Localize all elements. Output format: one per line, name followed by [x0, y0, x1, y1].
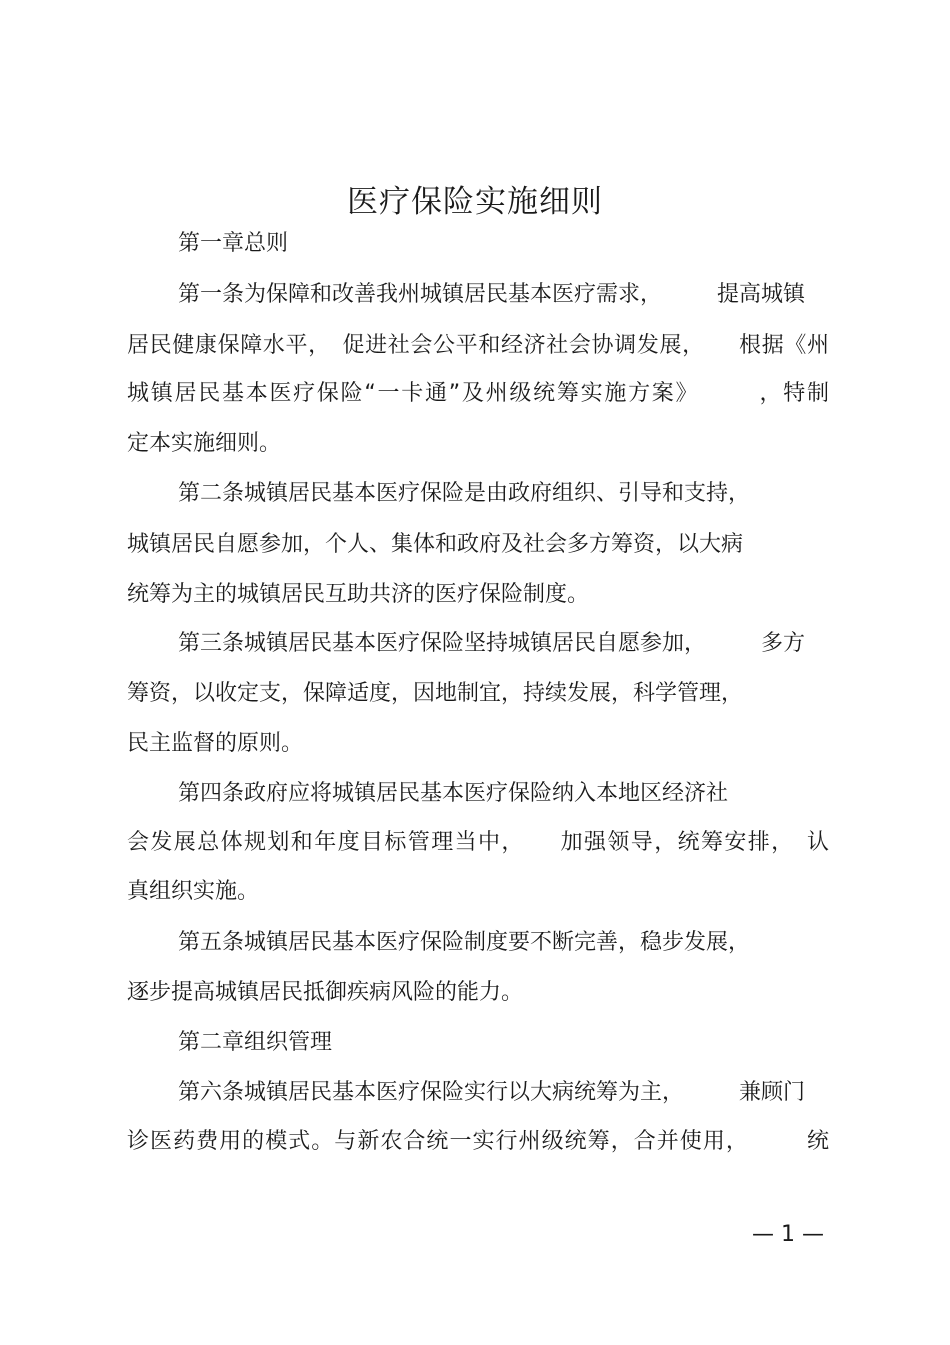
article-5-line-1: 第五条城镇居民基本医疗保险制度要不断完善，稳步发展， [178, 930, 751, 955]
article-1-line-2: 居民健康保障水平， 促进社会公平和经济社会协调发展， 根据《州 [127, 333, 829, 358]
article-6-line-2: 诊医药费用的模式。与新农合统一实行州级统筹，合并使用， 统 [127, 1129, 829, 1154]
article-2-line-3: 统筹为主的城镇居民互助共济的医疗保险制度。 [127, 582, 590, 607]
article-3-line-1: 第三条城镇居民基本医疗保险坚持城镇居民自愿参加， 多方 [178, 631, 806, 656]
article-2-line-2: 城镇居民自愿参加，个人、集体和政府及社会多方筹资，以大病 [127, 532, 744, 557]
article-4-line-1: 第四条政府应将城镇居民基本医疗保险纳入本地区经济社 [178, 781, 729, 806]
article-4-line-3: 真组织实施。 [127, 879, 260, 904]
article-3-line-3: 民主监督的原则。 [127, 731, 304, 756]
article-1-line-4: 定本实施细则。 [127, 431, 282, 456]
page-title: 医疗保险实施细则 [347, 184, 603, 220]
article-3-line-2: 筹资，以收定支，保障适度，因地制宜，持续发展，科学管理， [127, 681, 744, 706]
chapter-heading-2: 第二章组织管理 [178, 1030, 333, 1055]
article-1-line-3: 城镇居民基本医疗保险“一卡通”及州级统筹实施方案》 ，特制 [127, 381, 829, 406]
article-6-line-1: 第六条城镇居民基本医疗保险实行以大病统筹为主， 兼顾门 [178, 1080, 806, 1105]
article-2-line-1: 第二条城镇居民基本医疗保险是由政府组织、引导和支持， [178, 481, 751, 506]
page-number: — 1 — [752, 1222, 824, 1247]
article-1-line-1: 第一条为保障和改善我州城镇居民基本医疗需求， 提高城镇 [178, 282, 806, 307]
article-4-line-2: 会发展总体规划和年度目标管理当中， 加强领导，统筹安排， 认 [127, 830, 829, 855]
article-5-line-2: 逐步提高城镇居民抵御疾病风险的能力。 [127, 980, 524, 1005]
chapter-heading-1: 第一章总则 [178, 231, 289, 256]
